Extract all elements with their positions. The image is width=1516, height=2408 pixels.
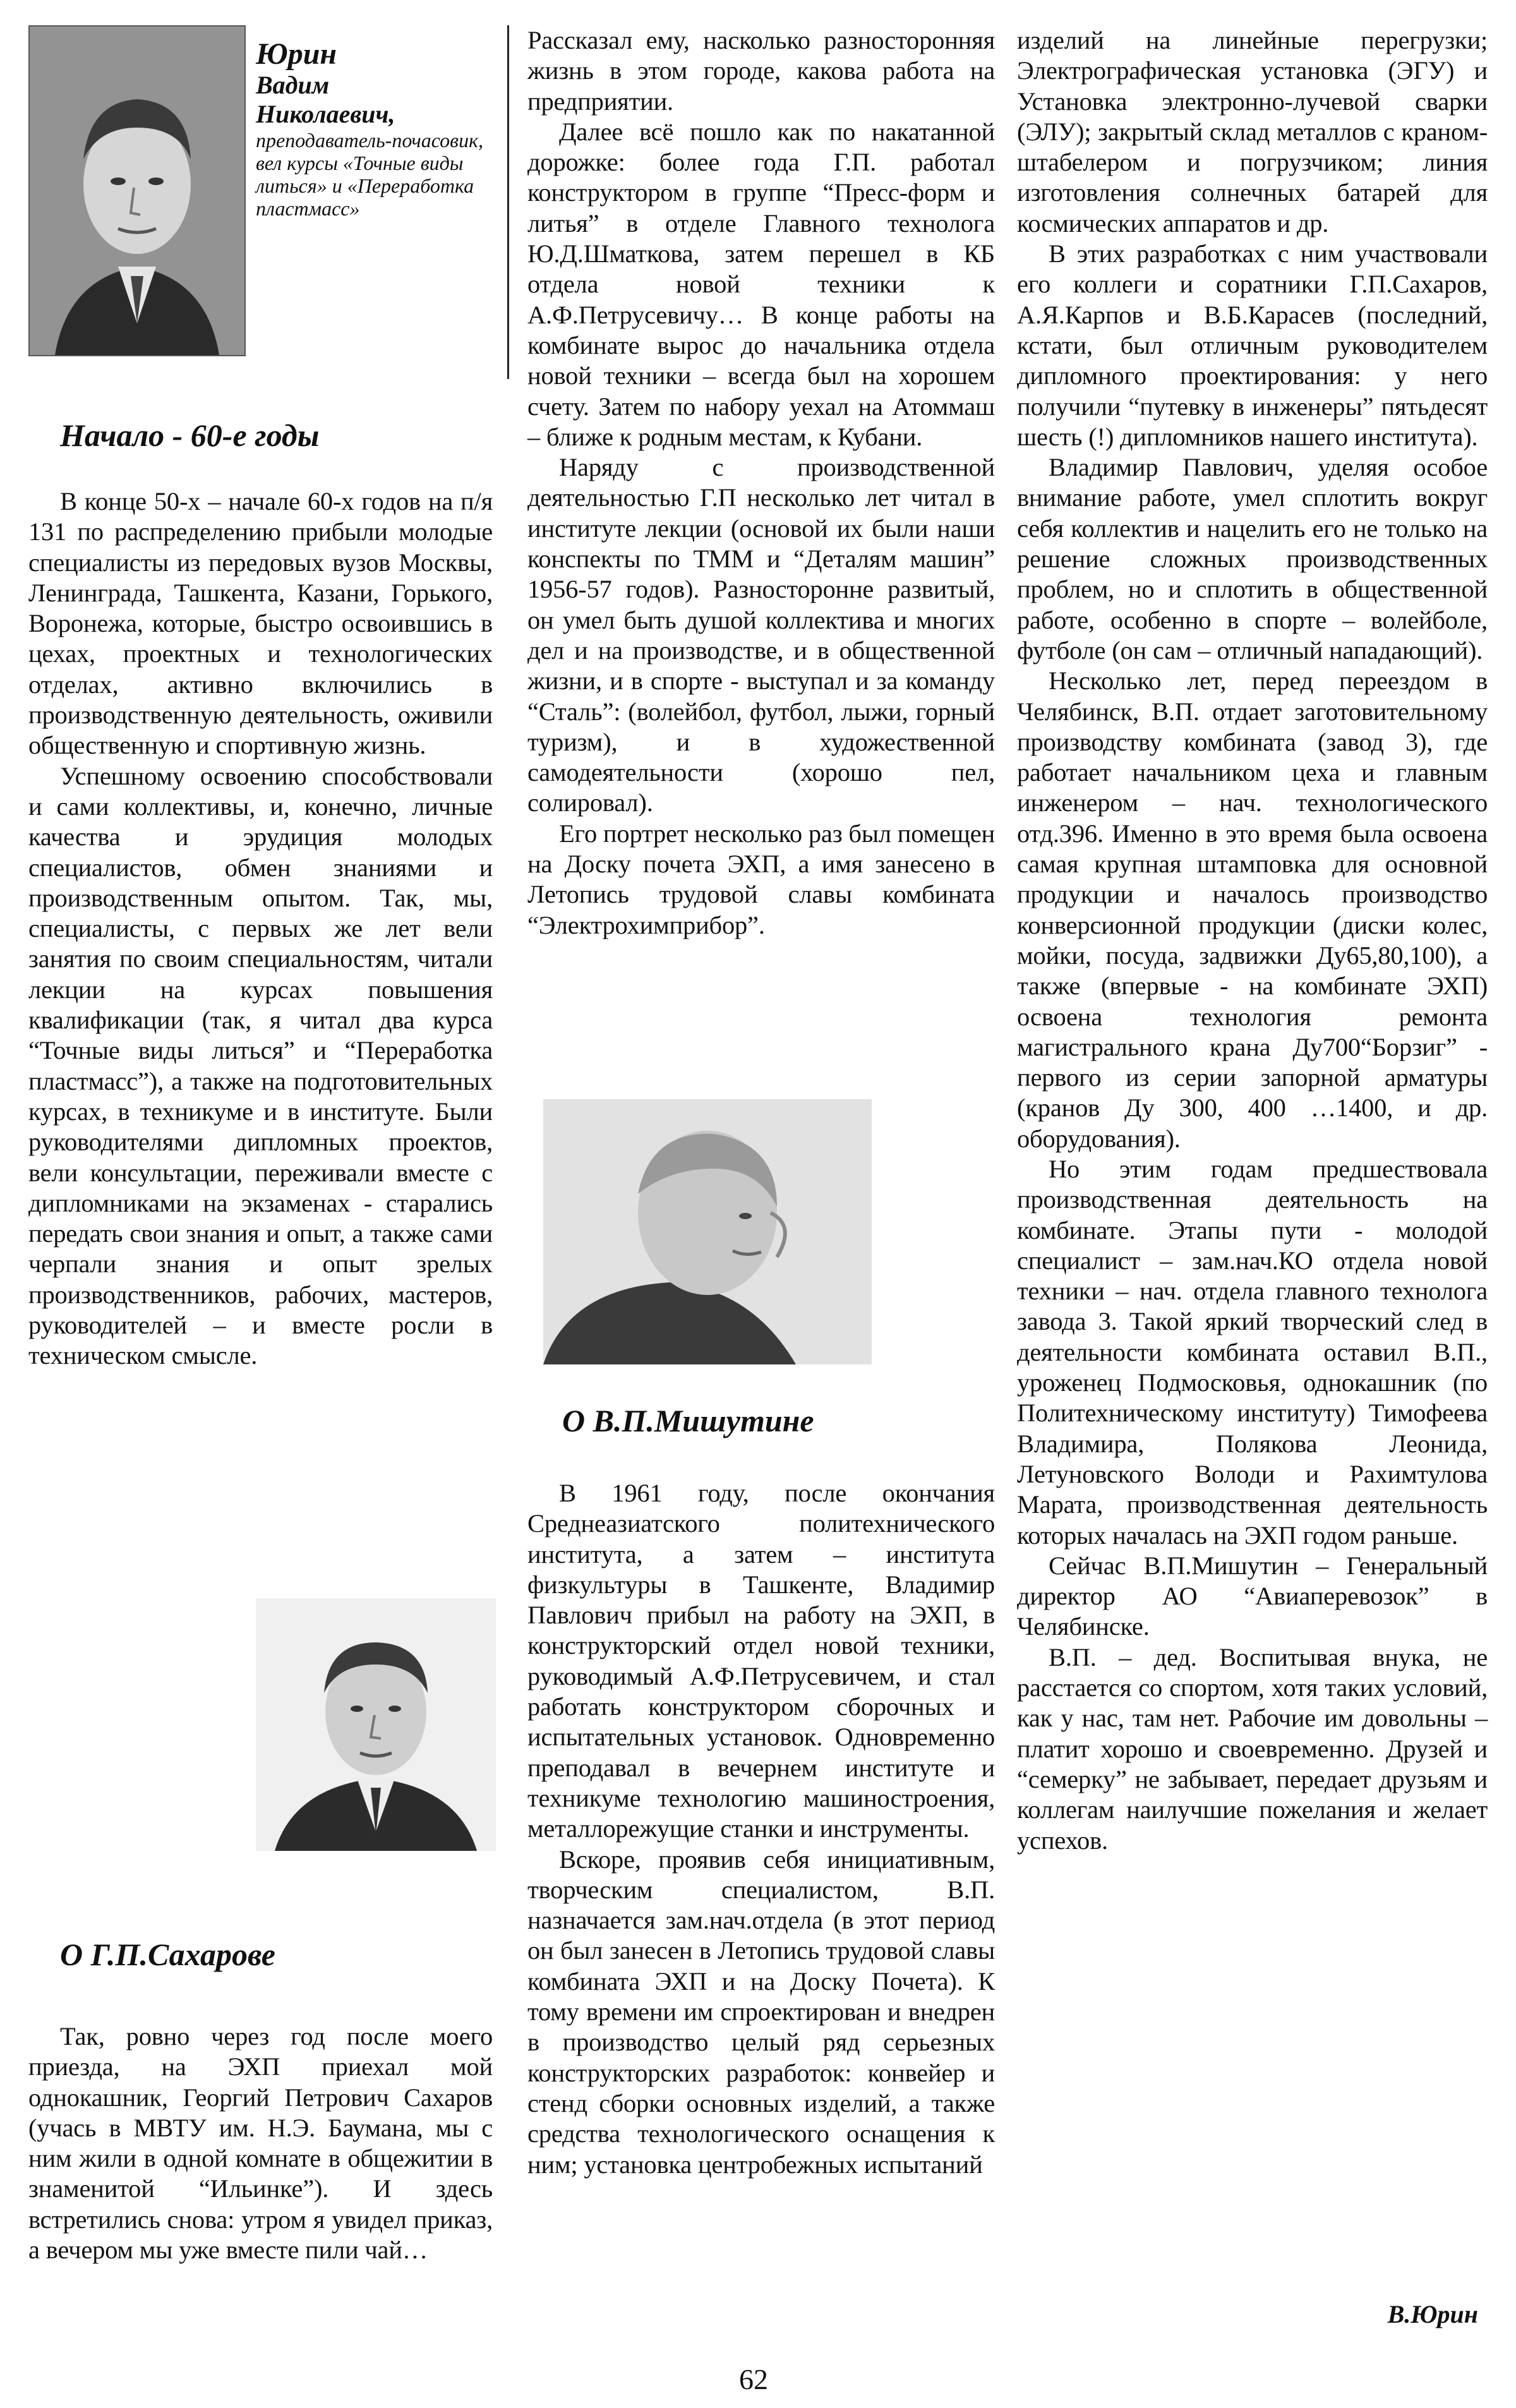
section-heading-beginning: Начало - 60-е годы — [60, 418, 320, 453]
paragraph: Успешному освоению способствовали и сами коллективы, и, конечно, личные качества и эрудиция молодых специалистов, обмен знаниями и производственным опытом. Так, мы, специалисты, с первых же лет вели занятия по своим специальностям, читали лекции на курсах повышения квалификации (так, я читал два курса “Точные виды литься” и “Переработка пластмасс”), а также на подготовительных курсах, в техникуме и в институте. Были руководителями дипломных проектов, вели консультации, переживали вместе с дипломниками на экзаменах - старались передать свои знания и опыт, а также сами черпали знания и опыт зрелых производственников, рабочих, мастеров, руководителей – и вместе росли в техническом смысле. — [28, 761, 493, 1370]
paragraph: Несколько лет, перед переездом в Челябинск, В.П. отдает заготовительному производству комбината (завод 3), где работает начальником цеха и главным инженером – нач. технологического отд.396. Именно в это время была освоена самая крупная штамповка для основной продукции и началось производство конверсионной продукции (диски колес, мойки, посуда, задвижки Ду65,80,100), а также (впервые - на комбинате ЭХП) освоена технология ремонта магистрального крана Ду700“Борзиг” - первого из серии запорной арматуры (кранов Ду 300, 400 …1400, и др. оборудования). — [1017, 666, 1488, 1153]
paragraph: Так, ровно через год после моего приезда, на ЭХП приехал мой однокашник, Георгий Петрович Сахаров (учась в МВТУ им. Н.Э. Баумана, мы с ним жили в одной комнате в общежитии в знаменитой “Ильинке”). И здесь встретились снова: утром я увидел приказ, а вечером мы уже вместе пили чай… — [28, 2022, 493, 2265]
yurin-caption — [256, 38, 496, 220]
yurin-role: преподаватель-почасовик, вел курсы «Точные виды литься» и «Переработка пластмасс» — [256, 129, 484, 220]
paragraph: Но этим годам предшествовала производственная деятельность на комбинате. Этапы пути - молодой специалист – зам.нач.КО отдела новой техники – нач. отдела главного технолога завода 3. Такой яркий творческий след в деятельности комбината оставил В.П., уроженец Подмосковья, однокашник (по Политехническому институту) Тимофеева Владимира, Полякова Леонида, Летуновского Володи и Рахимтулова Марата, производственная деятельность которых началась на ЭХП годом раньше. — [1017, 1154, 1488, 1550]
paragraph: изделий на линейные перегрузки; Электрографическая установка (ЭГУ) и Установка электронно-лучевой сварки (ЭЛУ); закрытый склад металлов с краном-штабелером и погрузчиком; линия изготовления солнечных батарей для космических аппаратов и др. — [1017, 26, 1488, 238]
portrait-yurin-icon — [30, 27, 244, 355]
paragraph: Владимир Павлович, уделяя особое внимание работе, умел сплотить вокруг себя коллектив и нацелить его не только на решение сложных производственных проблем, но и сплотить в общественной работе, особенно в спорте – волейболе, футболе (он сам – отличный нападающий). — [1017, 453, 1488, 665]
column-1-text — [28, 486, 493, 1371]
paragraph: В конце 50-х – начале 60-х годов на п/я 131 по распределению прибыли молодые специалисты из передовых вузов Москвы, Ленинграда, Ташкента, Казани, Горького, Воронежа, которые, быстро освоившись в цехах, проектных и технологических отделах, активно включились в производственную деятельность, оживили общественную и спортивную жизнь. — [28, 487, 493, 760]
paragraph: Сейчас В.П.Мишутин – Генеральный директор АО “Авиаперевозок” в Челябинске. — [1017, 1551, 1488, 1641]
paragraph: Далее всё пошло как по накатанной дорожке: более года Г.П. работал конструктором в группе “Пресс-форм и литья” в отделе Главного технолога Ю.Д.Шматкова, затем перешел в КБ отдела новой техники к А.Ф.Петрусевичу… В конце работы на комбинате вырос до начальника отдела новой техники – всегда был на хорошем счету. Затем по набору уехал на Атоммаш – ближе к родным местам, к Кубани. — [527, 117, 995, 451]
column-1-bottom-text — [28, 2021, 493, 2265]
yurin-first-name: Вадим — [256, 71, 330, 99]
portrait-sakharov-icon — [256, 1598, 496, 1851]
yurin-surname: Юрин — [256, 37, 337, 71]
portrait-photo-sakharov — [256, 1598, 496, 1851]
column-2-bottom-text — [527, 1478, 995, 2180]
paragraph: Наряду с производственной деятельностью Г.П несколько лет читал в институте лекции (основой их были наши конспекты по ТММ и “Деталям машин” 1956-57 годов). Разносторонне развитый, он умел быть душой коллектива и многих дел и на производстве, и в общественной жизни, и в спорте - выступал и за команду “Сталь”: (волейбол, футбол, лыжи, горный туризм), и в художественной самодеятельности (хорошо пел, солировал). — [527, 453, 995, 817]
yurin-patronymic: Николаевич, — [256, 100, 395, 128]
paragraph: В этих разработках с ним участвовали его коллеги и соратники Г.П.Сахаров, А.Я.Карпов и В.Б.Карасев (последний, кстати, был отличным руководителем дипломного проектирования: у него получили “путевку в инженеры” пятьдесят шесть (!) дипломников нашего института). — [1017, 239, 1488, 451]
column-3-text — [1017, 25, 1488, 1856]
column-divider — [507, 25, 509, 379]
portrait-mishutin-icon — [543, 1099, 872, 1364]
paragraph: Вскоре, проявив себя инициативным, творческим специалистом, В.П. назначается зам.нач.отдела (в этот период он был занесен в Летопись трудовой славы комбината ЭХП и на Доску Почета). К тому времени им спроектирован и внедрен в производство целый ряд серьезных конструкторских разработок: конвейер и стенд сборки основных изделий, а также средства технологического оснащения к ним; установка центробежных испытаний — [527, 1845, 995, 2179]
section-heading-sakharov: О Г.П.Сахарове — [60, 1937, 275, 1972]
paragraph: Рассказал ему, насколько разносторонняя жизнь в этом городе, какова работа на предприятии. — [527, 26, 995, 116]
author-signature: В.Юрин — [1387, 2300, 1478, 2328]
portrait-photo-mishutin — [543, 1099, 872, 1364]
page-number: 62 — [739, 2363, 768, 2395]
paragraph: В.П. – дед. Воспитывая внука, не расстается со спортом, хотя таких условий, как у нас, там нет. Рабочие им довольны – платит хорошо и своевременно. Друзей и “семерку” не забывает, передает друзьям и коллегам наилучшие пожелания и желает успехов. — [1017, 1642, 1488, 1855]
portrait-photo-yurin — [28, 25, 246, 356]
section-heading-mishutin: О В.П.Мишутине — [562, 1403, 814, 1438]
paragraph: В 1961 году, после окончания Среднеазиатского политехнического института, а затем – института физкультуры в Ташкенте, Владимир Павлович прибыл на работу на ЭХП, в конструкторский отдел новой техники, руководимый А.Ф.Петрусевичем, и стал работать конструктором сборочных и испытательных установок. Одновременно преподавал в вечернем институте и техникуме технологию машиностроения, металлорежущие станки и инструменты. — [527, 1479, 995, 1843]
paragraph: Его портрет несколько раз был помещен на Доску почета ЭХП, а имя занесено в Летопись трудовой славы комбината “Электрохимприбор”. — [527, 819, 995, 939]
column-2-top-text — [527, 25, 995, 941]
